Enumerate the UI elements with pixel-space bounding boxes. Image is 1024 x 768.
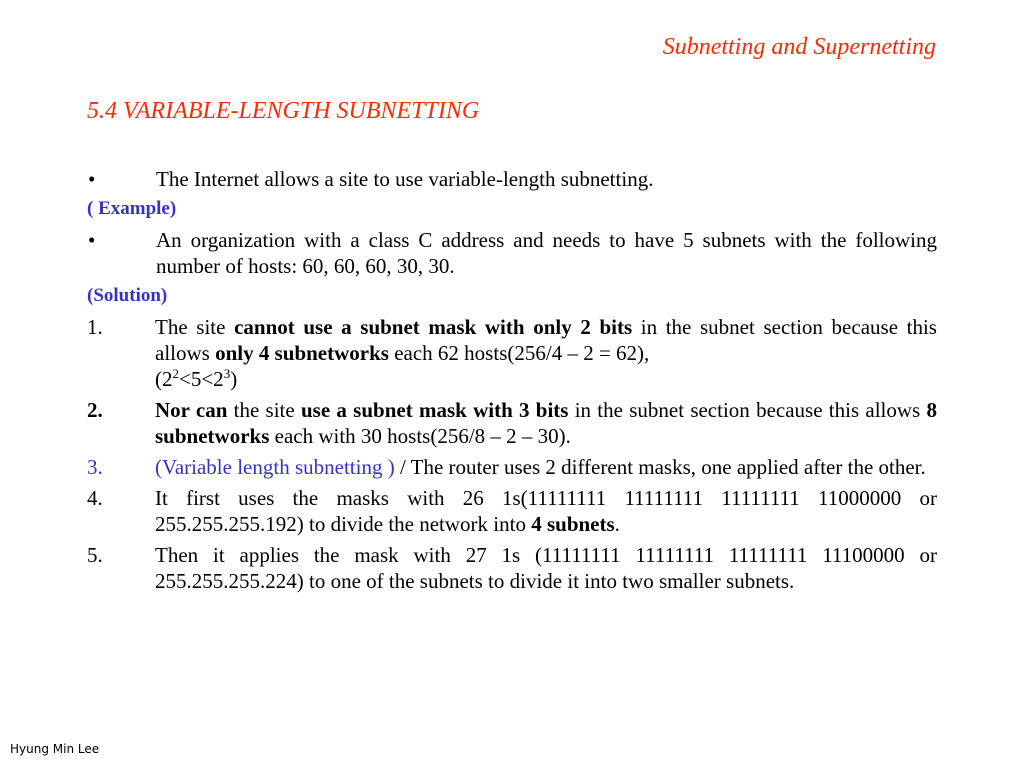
- emphasis: cannot use a subnet mask with only 2 bits: [234, 315, 633, 339]
- section-title: 5.4 VARIABLE-LENGTH SUBNETTING: [87, 98, 480, 124]
- numbered-item-1: [87, 314, 937, 392]
- item-text: The site cannot use a subnet mask with only 2 bits in the subnet section because this allows only 4 subnetworks each 62 hosts(256/4 – 2 = 62), $(2^2<5<2^3)$: [155, 315, 937, 391]
- slide-header-title: Subnetting and Supernetting: [662, 34, 936, 60]
- emphasis: only 4 subnetworks: [215, 341, 389, 365]
- example-label: ( Example): [87, 198, 177, 219]
- slide-content: [87, 166, 937, 599]
- emphasis: Nor can: [155, 398, 228, 422]
- bullet-text: The Internet allows a site to use variable-length subnetting.: [156, 167, 654, 191]
- numbered-item-2: [87, 397, 937, 449]
- emphasis: 8 subnetworks: [155, 398, 937, 448]
- emphasis: 4 subnets: [531, 512, 615, 536]
- item-number: 5.: [87, 543, 103, 567]
- bullet-item-1: [87, 166, 937, 192]
- item-number: 2.: [87, 398, 103, 422]
- highlight: (Variable length subnetting ): [155, 455, 395, 479]
- item-text: Then it applies the mask with 27 1s (11111111 11111111 11111111 11100000 or 255.255.255.224) to one of the subnets to divide it into two smaller subnets.: [155, 543, 937, 593]
- item-text: (Variable length subnetting ) / The router uses 2 different masks, one applied after the other.: [155, 455, 926, 479]
- numbered-item-4: [87, 485, 937, 537]
- solution-label: (Solution): [87, 285, 168, 306]
- item-text: It first uses the masks with 26 1s(11111111 11111111 11111111 11000000 or 255.255.255.192) to divide the network into 4 subnets.: [155, 486, 937, 536]
- bullet-marker: •: [88, 228, 96, 252]
- item-text: Nor can the site use a subnet mask with 3 bits in the subnet section because this allows 8 subnetworks each with 30 hosts(256/8 – 2 – 30).: [155, 398, 937, 448]
- bullet-text: An organization with a class C address and needs to have 5 subnets with the following number of hosts: 60, 60, 60, 30, 30.: [156, 228, 937, 278]
- bullet-item-2: [87, 227, 937, 279]
- emphasis: use a subnet mask with 3 bits: [300, 398, 569, 422]
- numbered-item-5: [87, 542, 937, 594]
- item-number: 3.: [87, 455, 103, 479]
- footer-author: Hyung Min Lee: [10, 742, 100, 756]
- item-number: 1.: [87, 315, 103, 339]
- numbered-item-3: [87, 454, 937, 480]
- item-number: 4.: [87, 486, 103, 510]
- bullet-marker: •: [88, 167, 96, 191]
